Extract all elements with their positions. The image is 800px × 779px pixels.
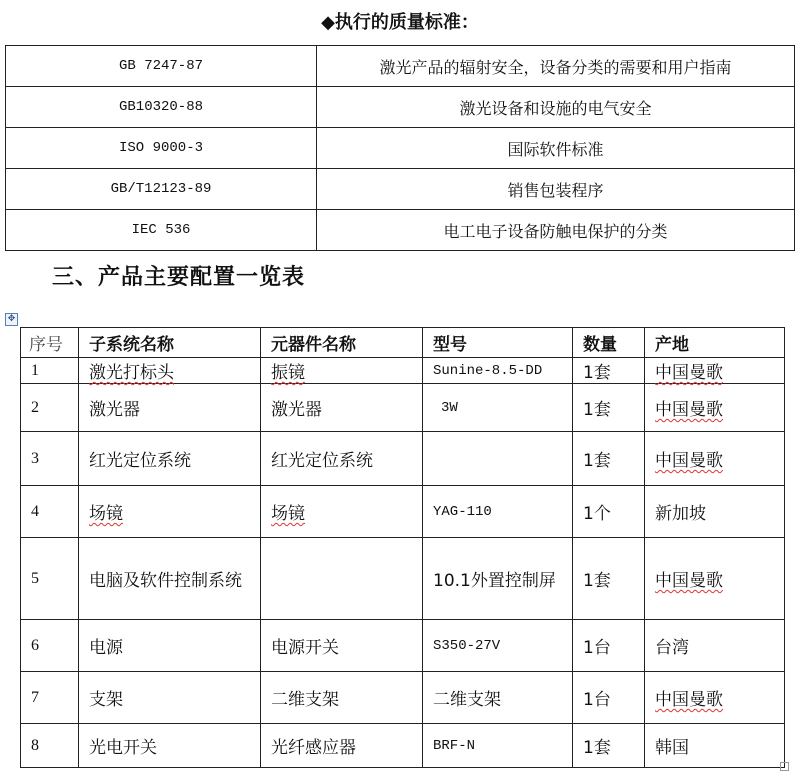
header-origin: 产地 <box>645 328 785 358</box>
cell-model: Sunine-8.5-DD <box>423 358 573 384</box>
quality-standards-title: ◆执行的质量标准： <box>321 12 479 33</box>
cell-component: 电源开关 <box>261 620 423 672</box>
cell-model: YAG-110 <box>423 486 573 538</box>
standard-description: 激光产品的辐射安全，设备分类的需要和用户指南 <box>317 46 795 87</box>
cell-origin: 中国曼歌 <box>645 384 785 432</box>
cell-component <box>261 538 423 620</box>
standard-description: 电工电子设备防触电保护的分类 <box>317 210 795 251</box>
cell-no: 7 <box>21 672 79 724</box>
standard-code: GB/T12123-89 <box>6 169 317 210</box>
cell-qty: 1台 <box>573 672 645 724</box>
standard-code: GB 7247-87 <box>6 46 317 87</box>
cell-origin: 中国曼歌 <box>645 672 785 724</box>
cell-component: 红光定位系统 <box>261 432 423 486</box>
table-move-handle-icon[interactable]: ✥ <box>5 313 18 326</box>
table-row <box>21 486 785 538</box>
cell-model: 10.1外置控制屏 <box>423 538 573 620</box>
cell-qty: 1套 <box>573 724 645 768</box>
header-model: 型号 <box>423 328 573 358</box>
table-row <box>6 169 795 210</box>
cell-no: 6 <box>21 620 79 672</box>
cell-subsystem: 电源 <box>79 620 261 672</box>
cell-qty: 1套 <box>573 538 645 620</box>
cell-subsystem: 激光打标头 <box>79 358 261 384</box>
cell-qty: 1台 <box>573 620 645 672</box>
config-table <box>20 327 785 768</box>
table-row <box>6 128 795 169</box>
cell-model <box>423 432 573 486</box>
standard-code: GB10320-88 <box>6 87 317 128</box>
table-row <box>21 432 785 486</box>
cell-subsystem: 电脑及软件控制系统 <box>79 538 261 620</box>
cell-subsystem: 红光定位系统 <box>79 432 261 486</box>
table-row <box>6 87 795 128</box>
cell-subsystem: 支架 <box>79 672 261 724</box>
table-row <box>21 358 785 384</box>
standard-code: IEC 536 <box>6 210 317 251</box>
table-row <box>6 210 795 251</box>
header-qty: 数量 <box>573 328 645 358</box>
cell-component: 光纤感应器 <box>261 724 423 768</box>
cell-origin: 中国曼歌 <box>645 538 785 620</box>
cell-subsystem: 场镜 <box>79 486 261 538</box>
cell-no: 1 <box>21 358 79 384</box>
standard-description: 国际软件标准 <box>317 128 795 169</box>
cell-no: 8 <box>21 724 79 768</box>
table-end-marker <box>780 762 789 771</box>
cell-model: S350-27V <box>423 620 573 672</box>
cell-subsystem: 激光器 <box>79 384 261 432</box>
cell-origin: 台湾 <box>645 620 785 672</box>
cell-component: 场镜 <box>261 486 423 538</box>
header-subsystem: 子系统名称 <box>79 328 261 358</box>
cell-no: 3 <box>21 432 79 486</box>
cell-qty: 1套 <box>573 432 645 486</box>
standard-description: 销售包装程序 <box>317 169 795 210</box>
table-header-row <box>21 328 785 358</box>
cell-model: 3W <box>423 384 573 432</box>
cell-component: 激光器 <box>261 384 423 432</box>
table-row <box>6 46 795 87</box>
header-component: 元器件名称 <box>261 328 423 358</box>
standard-code: ISO 9000-3 <box>6 128 317 169</box>
standard-description: 激光设备和设施的电气安全 <box>317 87 795 128</box>
cell-origin: 中国曼歌 <box>645 432 785 486</box>
cell-model: BRF-N <box>423 724 573 768</box>
table-row <box>21 672 785 724</box>
cell-component: 二维支架 <box>261 672 423 724</box>
cell-qty: 1个 <box>573 486 645 538</box>
table-row <box>21 384 785 432</box>
config-section-title: 三、产品主要配置一览表 <box>52 264 306 290</box>
cell-no: 2 <box>21 384 79 432</box>
cell-no: 5 <box>21 538 79 620</box>
quality-standards-table <box>5 45 795 251</box>
cell-origin: 韩国 <box>645 724 785 768</box>
cell-model: 二维支架 <box>423 672 573 724</box>
table-row <box>21 724 785 768</box>
cell-origin: 新加坡 <box>645 486 785 538</box>
cell-subsystem: 光电开关 <box>79 724 261 768</box>
header-no: 序号 <box>21 328 79 358</box>
cell-qty: 1套 <box>573 358 645 384</box>
cell-component: 振镜 <box>261 358 423 384</box>
table-row <box>21 620 785 672</box>
cell-no: 4 <box>21 486 79 538</box>
table-row <box>21 538 785 620</box>
cell-qty: 1套 <box>573 384 645 432</box>
cell-origin: 中国曼歌 <box>645 358 785 384</box>
